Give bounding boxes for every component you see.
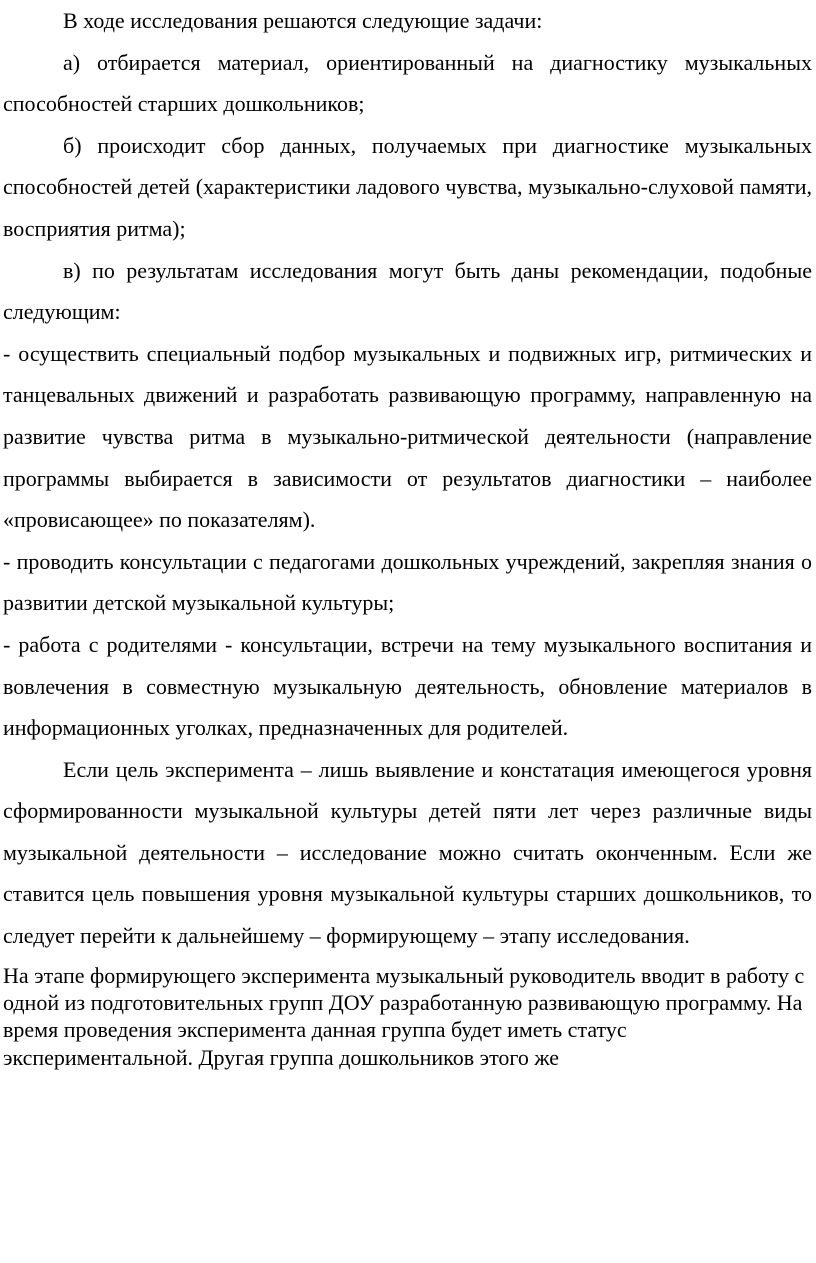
paragraph-tasks-intro: В ходе исследования решаются следующие задачи: bbox=[63, 8, 543, 33]
paragraph-task-b: б) происходит сбор данных, получаемых при диагностике музыкальных способностей детей (характеристики ладового чувства, музыкально-слуховой памяти, восприятия ритма); bbox=[3, 132, 812, 241]
paragraph-experiment-goal: Если цель эксперимента – лишь выявление и констатация имеющегося уровня сформированности музыкальной культуры детей пяти лет через различные виды музыкальной деятельности – исследование можно считать оконченным. Если же ставится цель повышения уровня музыкальной культуры старших дошкольников, то следует перейти к дальнейшему – формирующему – этапу исследования. bbox=[3, 756, 812, 949]
paragraph-task-c: в) по результатам исследования могут быть даны рекомендации, подобные следующим: bbox=[3, 257, 812, 325]
paragraph-formative-stage: На этапе формирующего эксперимента музыкальный руководитель вводит в работу с одной из подготовительных групп ДОУ разработанную развивающую программу. На время проведения эксперимента данная группа будет иметь статус экспериментальной. Другая группа дошкольников этого же bbox=[3, 962, 805, 1070]
paragraph-task-a: а) отбирается материал, ориентированный на диагностику музыкальных способностей старших дошкольников; bbox=[3, 49, 812, 117]
paragraph-recommendation-parents: - работа с родителями - консультации, встречи на тему музыкального воспитания и вовлечения в совместную музыкальную деятельность, обновление материалов в информационных уголках, предназначенных для родителей. bbox=[3, 631, 812, 741]
paragraph-recommendation-teachers: - проводить консультации с педагогами дошкольных учреждений, закрепляя знания о развитии детской музыкальной культуры; bbox=[3, 548, 812, 616]
paragraph-recommendation-program: - осуществить специальный подбор музыкальных и подвижных игр, ритмических и танцевальных движений и разработать развивающую программу, направленную на развитие чувства ритма в музыкально-ритмической деятельности (направление программы выбирается в зависимости от результатов диагностики – наиболее «провисающее» по показателям). bbox=[3, 340, 812, 533]
